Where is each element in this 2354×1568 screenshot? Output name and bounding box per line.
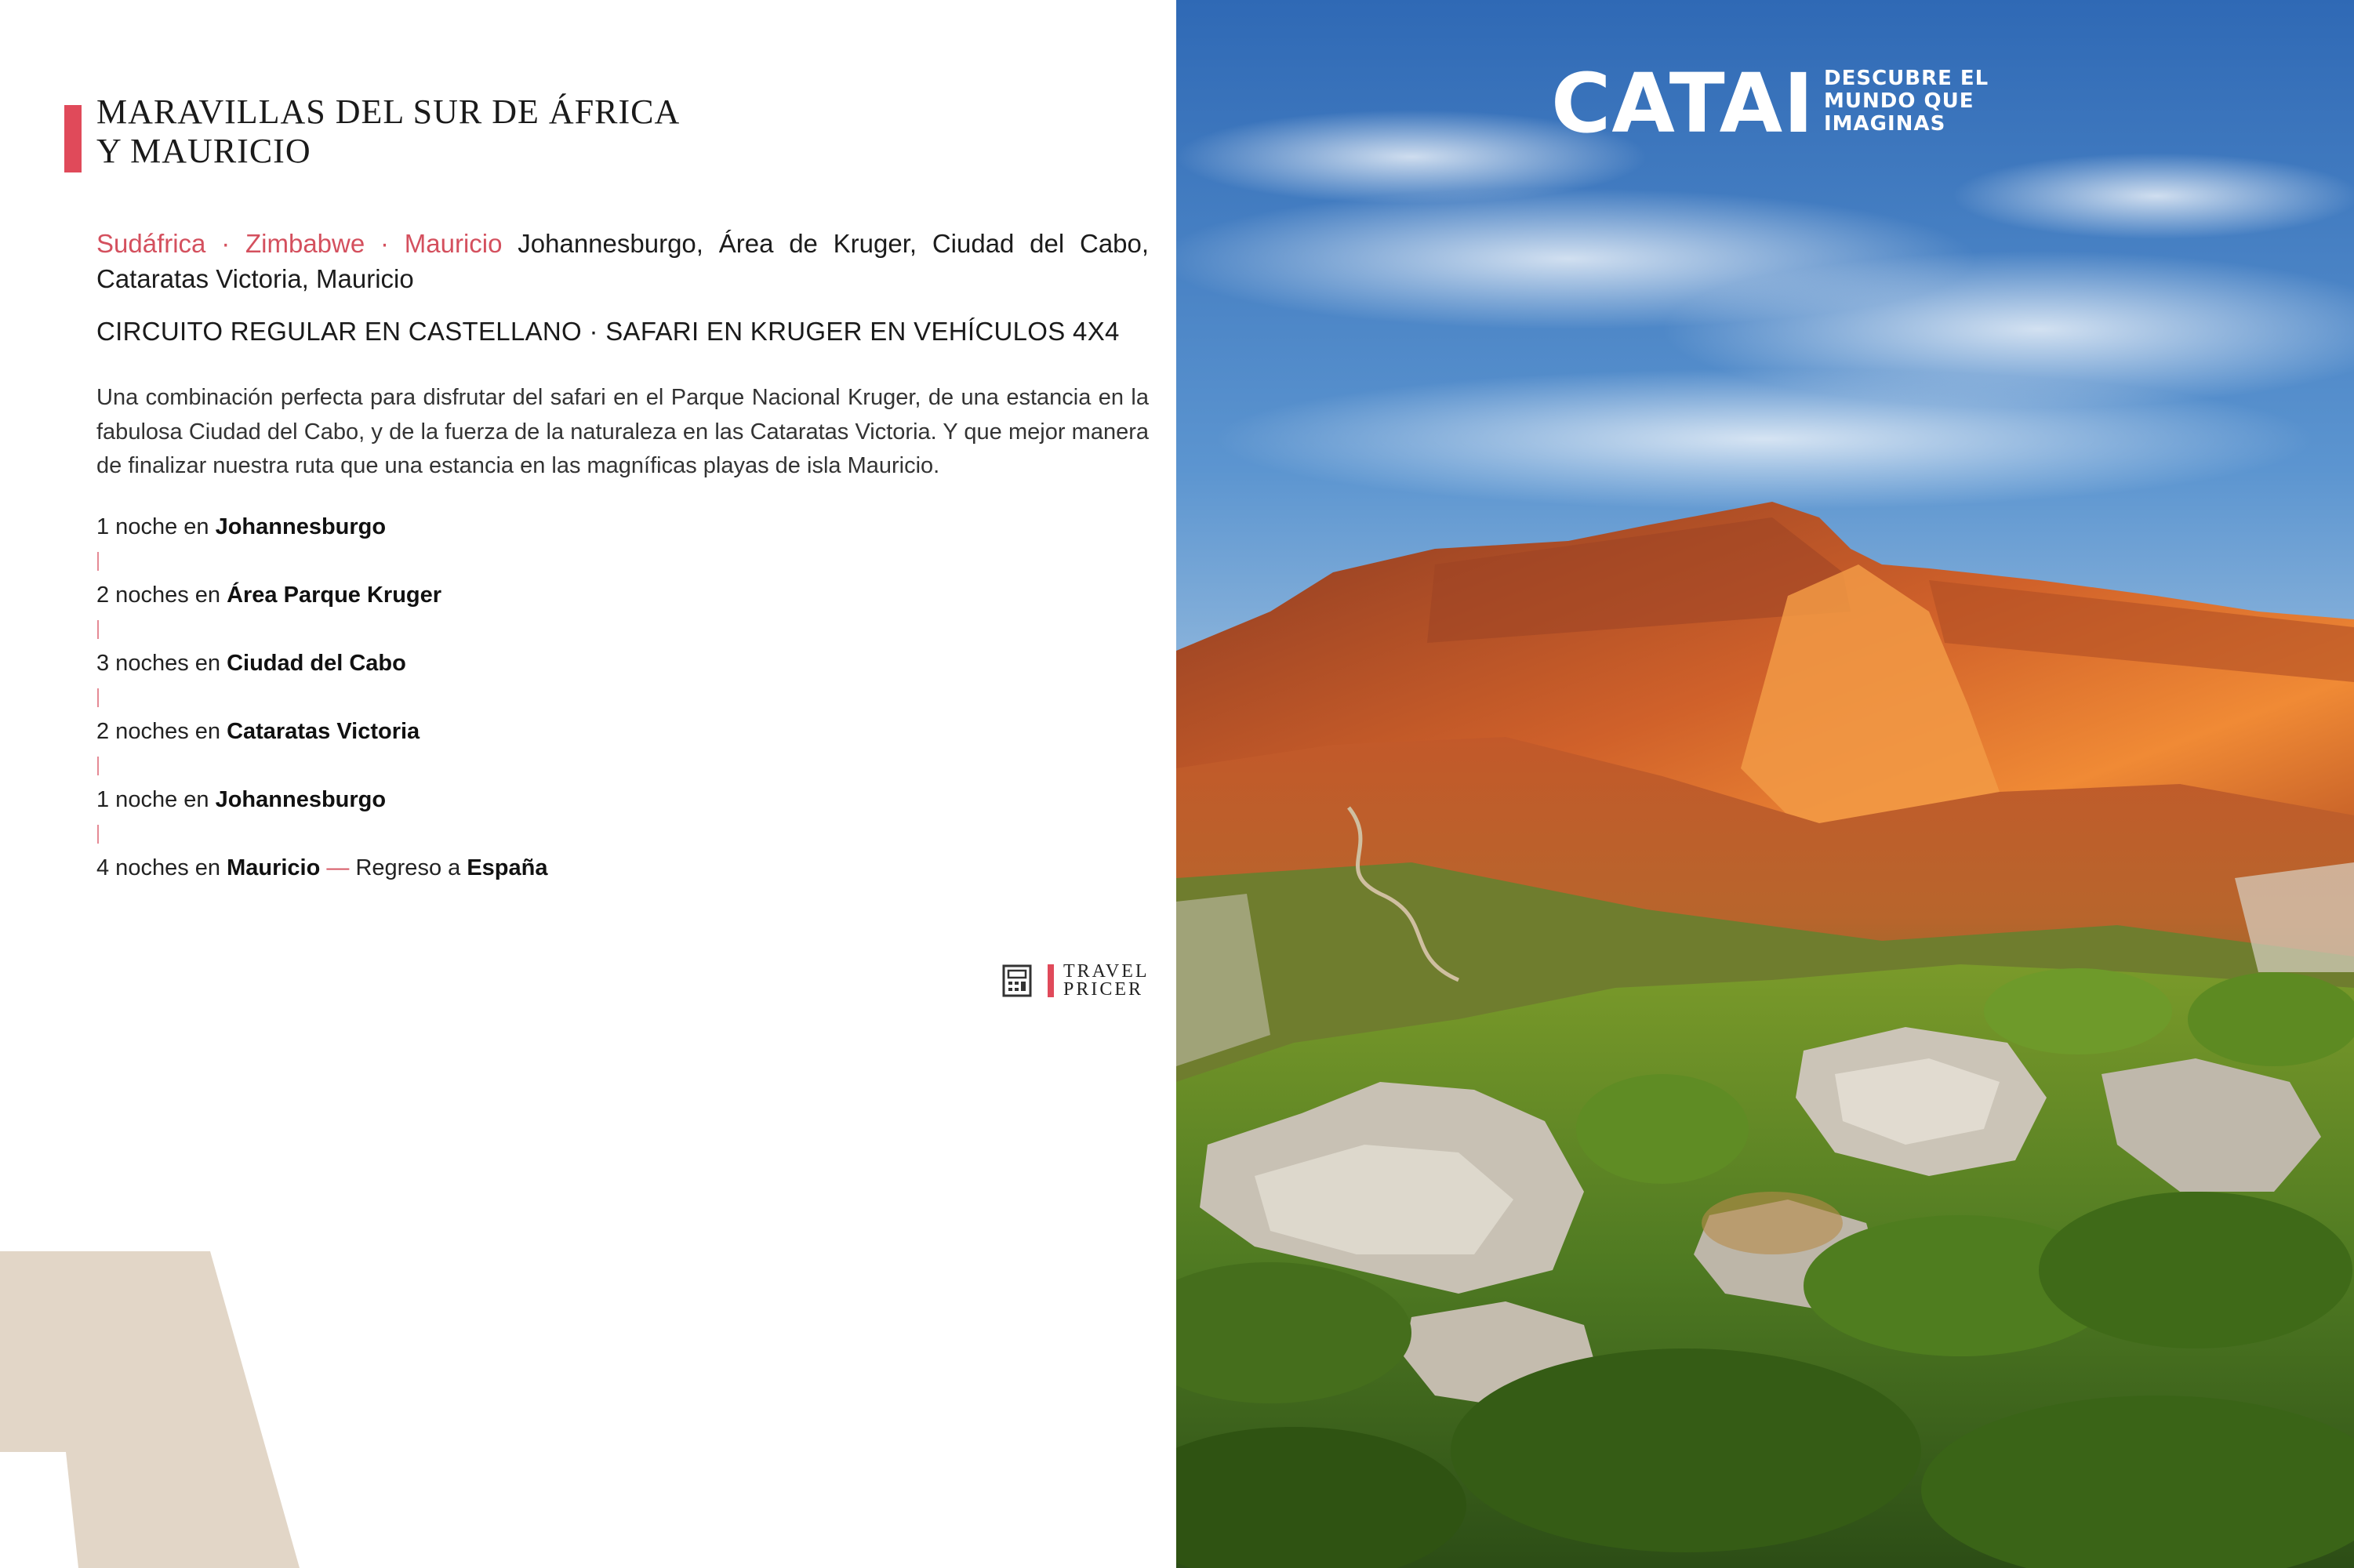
stop-nights: 4 noches en bbox=[96, 855, 221, 880]
title-line-1: MARAVILLAS DEL SUR DE ÁFRICA bbox=[96, 93, 681, 131]
itinerary-stop bbox=[96, 782, 802, 817]
destinations bbox=[96, 226, 1149, 296]
itinerary-stop bbox=[96, 646, 802, 681]
itinerary-connector bbox=[96, 681, 98, 714]
landscape-photo bbox=[1176, 0, 2354, 1568]
stop-place: Johannesburgo bbox=[215, 787, 387, 812]
itinerary bbox=[96, 510, 802, 885]
stop-nights: 1 noche en bbox=[96, 514, 209, 539]
title-accent-bar bbox=[64, 105, 82, 172]
return-text: Regreso a bbox=[355, 855, 461, 880]
country-separator: · bbox=[221, 229, 231, 258]
decorative-shape bbox=[0, 1251, 314, 1568]
return-place: España bbox=[467, 855, 548, 880]
itinerary-connector bbox=[96, 749, 98, 782]
itinerary-stop-final bbox=[96, 851, 802, 885]
country-separator: · bbox=[380, 229, 389, 258]
tagline-line-3: IMAGINAS bbox=[1824, 112, 1946, 136]
title-line-2: Y MAURICIO bbox=[96, 132, 311, 170]
itinerary-connector bbox=[96, 612, 98, 646]
stop-nights: 2 noches en bbox=[96, 719, 221, 744]
tour-subtitle: CIRCUITO REGULAR EN CASTELLANO · SAFARI EN KRUGER EN VEHÍCULOS 4X4 bbox=[96, 317, 1120, 346]
itinerary-stop bbox=[96, 510, 802, 544]
page-title bbox=[96, 93, 959, 171]
stop-place: Ciudad del Cabo bbox=[227, 651, 406, 676]
pricer-accent-bar bbox=[1048, 964, 1054, 997]
stop-place: Mauricio bbox=[227, 855, 321, 880]
itinerary-connector bbox=[96, 817, 98, 851]
cities-list: Johannesburgo, Área de Kruger, Ciudad del Cabo, Cataratas Victoria, Mauricio bbox=[96, 229, 1150, 293]
travel-pricer-button[interactable] bbox=[1002, 963, 1150, 1000]
tagline-line-1: DESCUBRE EL bbox=[1824, 67, 1989, 90]
stop-place: Johannesburgo bbox=[215, 514, 387, 539]
itinerary-stop bbox=[96, 578, 802, 612]
brand-name: CATAI bbox=[1551, 56, 1815, 151]
calculator-icon bbox=[1002, 964, 1032, 997]
stop-place: Área Parque Kruger bbox=[227, 583, 442, 608]
text-panel bbox=[0, 0, 1176, 1568]
country-2[interactable]: Zimbabwe bbox=[245, 229, 365, 258]
country-1[interactable]: Sudáfrica bbox=[96, 229, 206, 258]
stop-place: Cataratas Victoria bbox=[227, 719, 420, 744]
itinerary-stop bbox=[96, 714, 802, 749]
itinerary-connector bbox=[96, 544, 98, 578]
stop-nights: 1 noche en bbox=[96, 787, 209, 812]
pricer-label bbox=[1063, 963, 1150, 999]
pricer-label-line-1: TRAVEL bbox=[1063, 961, 1150, 982]
stop-nights: 3 noches en bbox=[96, 651, 221, 676]
return-dash: — bbox=[326, 855, 350, 880]
table-mountain-image bbox=[1176, 0, 2354, 1568]
stop-nights: 2 noches en bbox=[96, 583, 221, 608]
tagline-line-2: MUNDO QUE bbox=[1824, 89, 1974, 113]
country-3[interactable]: Mauricio bbox=[404, 229, 503, 258]
pricer-label-line-2: PRICER bbox=[1063, 979, 1144, 1000]
tour-description: Una combinación perfecta para disfrutar del safari en el Parque Nacional Kruger, de una estancia en la fabulosa Ciudad del Cabo, y de la fuerza de la naturaleza en las Cataratas Victoria. Y que mejor manera de finalizar nuestra ruta que una estancia en las magníficas playas de isla Mauricio. bbox=[96, 385, 1149, 478]
brand-tagline bbox=[1824, 67, 2012, 136]
